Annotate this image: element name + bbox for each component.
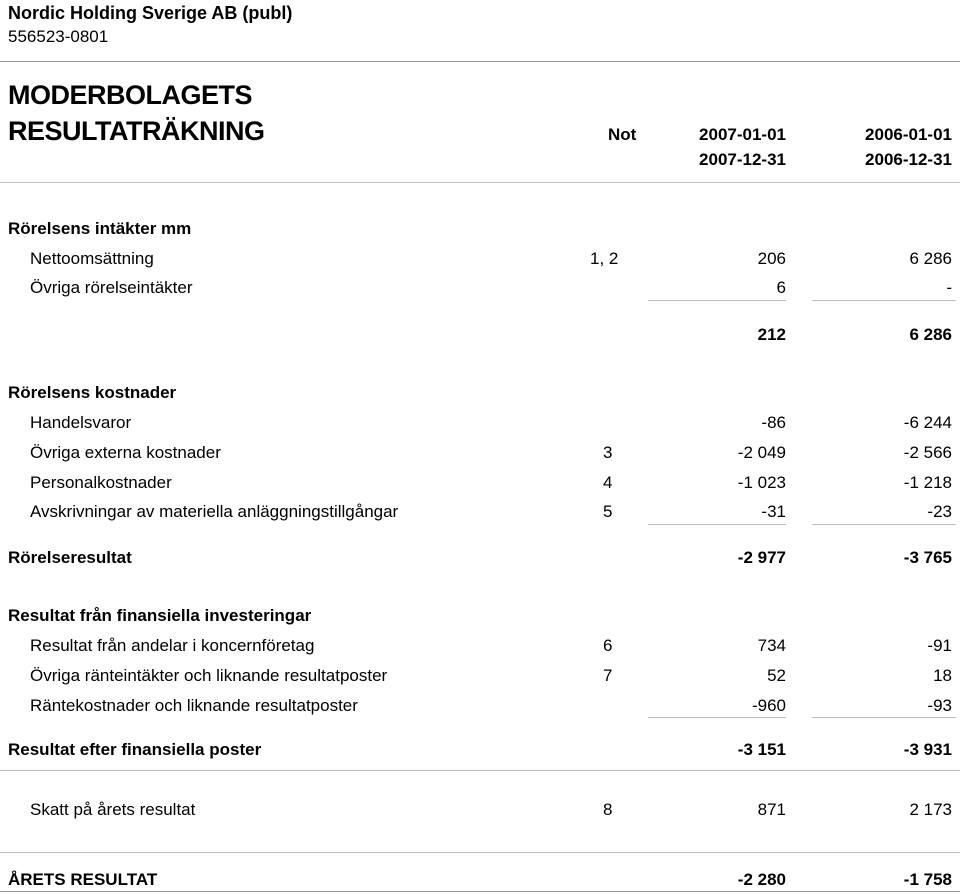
row-prior-operating-result: -3 765 [903,548,952,567]
row-prior-result-after-financial-items: -3 931 [903,740,952,759]
page-title-line2: RESULTATRÄKNING [8,116,265,146]
section-divider [0,770,960,771]
row-prior-tax: 2 173 [909,800,952,819]
bottom-rule [0,891,960,892]
row-prior-other-external-costs: -2 566 [903,443,952,462]
row-label-result-after-financial-items: Resultat efter finansiella poster [8,740,262,759]
row-label-group-company-shares: Resultat från andelar i koncernföretag [30,636,315,655]
row-prior-goods: -6 244 [903,413,952,432]
column-header-divider [0,182,960,183]
row-current-other-external-costs: -2 049 [737,443,786,462]
row-label-personnel-costs: Personalkostnader [30,473,172,492]
row-current-personnel-costs: -1 023 [737,473,786,492]
section-divider [0,852,960,853]
org-number: 556523-0801 [8,27,109,46]
row-current-net-sales: 206 [757,249,786,268]
row-current-net-result: -2 280 [737,870,786,889]
row-prior-personnel-costs: -1 218 [903,473,952,492]
row-note-other-external-costs: 3 [603,443,613,462]
row-prior-net-sales: 6 286 [909,249,952,268]
row-note-group-company-shares: 6 [603,636,613,655]
row-label-net-sales: Nettoomsättning [30,249,154,268]
prior-period-from: 2006-01-01 [865,125,952,144]
page-title-line1: MODERBOLAGETS [8,80,253,110]
row-note-net-sales: 1, 2 [590,249,619,268]
sum-underline-current [648,300,786,301]
row-current-result-after-financial-items: -3 151 [737,740,786,759]
row-current-revenue-subtotal: 212 [757,325,786,344]
row-label-other-external-costs: Övriga externa kostnader [30,443,221,462]
current-period-to: 2007-12-31 [699,150,786,169]
row-prior-revenue-subtotal: 6 286 [909,325,952,344]
note-column-header: Not [608,125,637,144]
row-label-goods: Handelsvaror [30,413,132,432]
row-label-other-operating-income: Övriga rörelseintäkter [30,278,193,297]
row-label-interest-income: Övriga ränteintäkter och liknande resultatposter [30,666,388,685]
sum-underline-prior [812,300,956,301]
row-label-interest-expenses: Räntekostnader och liknande resultatposter [30,696,358,715]
row-label-depreciation: Avskrivningar av materiella anläggningstillgångar [30,502,399,521]
sum-underline-current [648,717,786,718]
section-heading-financial-investments: Resultat från finansiella investeringar [8,606,312,625]
row-label-tax: Skatt på årets resultat [30,800,196,819]
current-period-from: 2007-01-01 [699,125,786,144]
row-current-group-company-shares: 734 [757,636,786,655]
section-heading-operating-costs: Rörelsens kostnader [8,383,177,402]
row-note-depreciation: 5 [603,502,613,521]
row-current-interest-expenses: -960 [751,696,786,715]
row-prior-interest-expenses: -93 [927,696,952,715]
row-prior-depreciation: -23 [927,502,952,521]
prior-period-to: 2006-12-31 [865,150,952,169]
row-current-depreciation: -31 [761,502,786,521]
row-label-operating-result: Rörelseresultat [8,548,132,567]
row-current-goods: -86 [761,413,786,432]
row-prior-net-result: -1 758 [903,870,952,889]
section-heading-revenue: Rörelsens intäkter mm [8,219,192,238]
row-note-personnel-costs: 4 [603,473,613,492]
row-prior-other-operating-income: - [946,278,952,297]
sum-underline-prior [812,717,956,718]
sum-underline-prior [812,524,956,525]
row-current-tax: 871 [757,800,786,819]
row-prior-interest-income: 18 [933,666,952,685]
row-note-tax: 8 [603,800,613,819]
header-divider [0,61,960,62]
row-prior-group-company-shares: -91 [927,636,952,655]
row-current-operating-result: -2 977 [737,548,786,567]
company-name: Nordic Holding Sverige AB (publ) [8,3,293,23]
row-note-interest-income: 7 [603,666,613,685]
row-label-net-result: ÅRETS RESULTAT [8,870,158,889]
row-current-interest-income: 52 [767,666,786,685]
sum-underline-current [648,524,786,525]
row-current-other-operating-income: 6 [776,278,786,297]
